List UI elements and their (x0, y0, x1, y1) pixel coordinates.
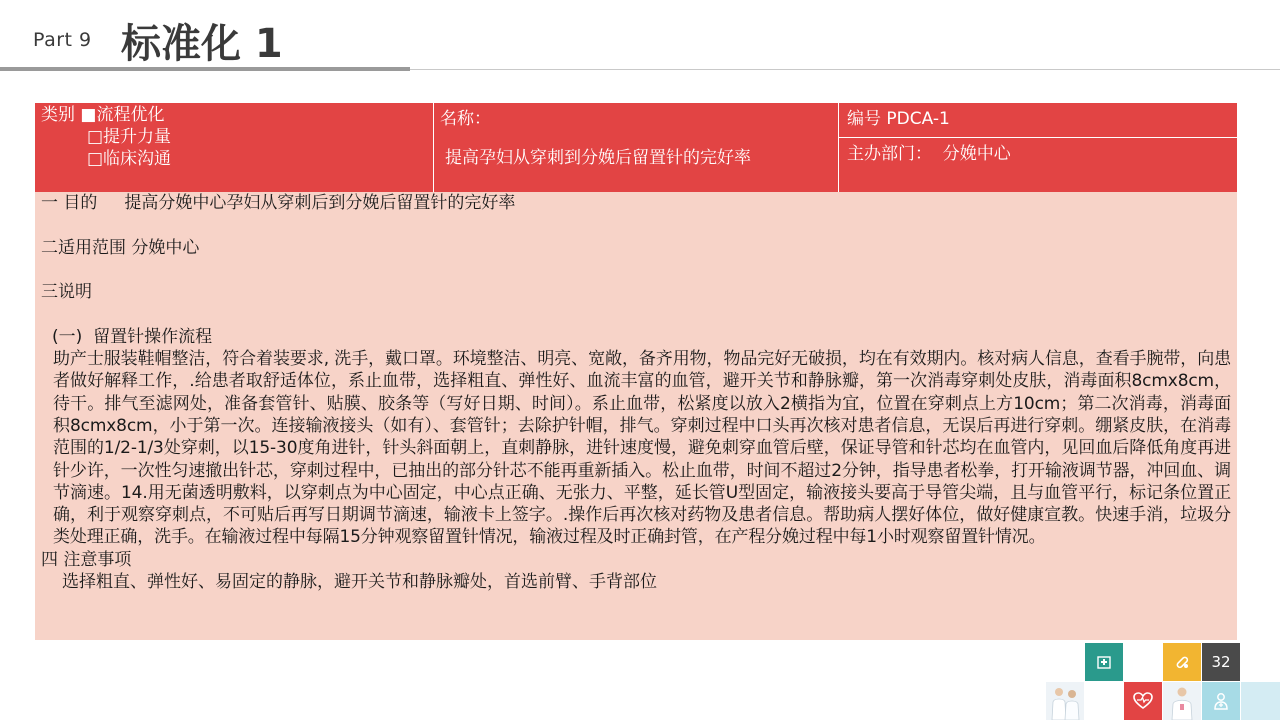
procedure-subtitle: (一) 留置针操作流程 (52, 326, 213, 347)
category-cell (35, 103, 433, 192)
page-number: 32 (1202, 643, 1240, 681)
category-label: 类别 (41, 105, 75, 125)
medical-staff-photo (1046, 682, 1084, 720)
explanation-heading: 三说明 (41, 282, 92, 303)
slide-title: 标准化 1 (121, 21, 283, 67)
category-option-communication: □临床沟通 (87, 149, 172, 169)
spacer (41, 214, 1231, 236)
nurse-photo (1163, 682, 1201, 720)
heart-icon (1133, 692, 1153, 710)
form-body (35, 192, 1237, 640)
doctor-icon-tile (1202, 682, 1240, 720)
blank-tile-light (1241, 682, 1280, 720)
department-value: 主办部门： 分娩中心 (847, 144, 1011, 164)
heart-icon-tile (1124, 682, 1162, 720)
category-row (41, 104, 427, 126)
code-value: 编号 PDCA-1 (847, 109, 950, 129)
blank-tile (1124, 643, 1162, 681)
category-option-process: ■流程优化 (80, 105, 165, 125)
pill-icon-tile (1163, 643, 1201, 681)
doctor-icon (1213, 692, 1229, 710)
notes-heading: 四 注意事项 (41, 549, 132, 570)
category-option-capability: □提升力量 (87, 127, 172, 147)
name-value: 提高孕妇从穿刺到分娩后留置针的完好率 (445, 148, 751, 168)
notes-text: 选择粗直、弹性好、易固定的静脉，避开关节和静脉瓣处，首选前臂、手背部位 (62, 572, 657, 593)
procedure-text: 助产士服装鞋帽整洁，符合着装要求, 洗手，戴口罩。环境整洁、明亮、宽敞，备齐用物，物品完好无破损，均在有效期内。核对病人信息，查看手腕带，向患者做好解释工作，.给患者取舒适体位，系止血带，选择粗直、弹性好、血流丰富的血管，避开关节和静脉瓣，第一次消毒穿刺处皮肤，消毒面积8cmx8cm，待干。排气至滤网处，准备套管针、贴膜、胶条等（写好日期、时间）。系止血带，松紧度以放入2横指为宜，位置在穿刺点上方10cm；第二次消毒，消毒面积8cmx8cm，小于第一次。连接输液接头（如有）、套管针；去除护针帽，排气。穿刺过程中口头再次核对患者信息，无误后再进行穿刺。绷紧皮肤，在消毒范围的1/2-1/3处穿刺，以15-30度角进针，针头斜面朝上，直刺静脉，进针速度慢，避免刺穿血管后壁，保证导管和针芯均在血管内，见回血后降低角度再进针少许，一次性匀速撤出针芯，穿刺过程中，已抽出的部分针芯不能再重新插入。松止血带，时间不超过2分钟，指导患者松拳，打开输液调节器，冲回血、调节滴速。14.用无菌透明敷料，以穿刺点为中心固定，中心点正确、无张力、平整，延长管U型固定，输液接头要高于导管尖端，且与血管平行，标记条位置正确，利于观察穿刺点，不可贴后再写日期调节滴速，输液卡上签字。.操作后再次核对药物及患者信息。帮助病人摆好体位，做好健康宣教。快速手消，垃圾分类处理正确，洗手。在输液过程中每隔15分钟观察留置针情况，输液过程及时正确封管，在产程分娩过程中每1小时观察留置针情况。 (53, 349, 1231, 548)
scope-line: 二适用范围 分娩中心 (41, 237, 200, 258)
name-cell (434, 103, 838, 192)
purpose-line: 一 目的 提高分娩中心孕妇从穿刺后到分娩后留置针的完好率 (41, 193, 516, 213)
name-label: 名称： (440, 109, 491, 129)
spacer (41, 303, 1231, 325)
code-cell (839, 103, 1237, 137)
part-label: Part 9 (33, 29, 92, 51)
hospital-icon-tile (1085, 643, 1123, 681)
hospital-icon (1096, 654, 1112, 670)
title-underline (0, 67, 410, 71)
spacer (41, 259, 1231, 281)
pill-icon (1173, 653, 1191, 671)
department-cell (839, 138, 1237, 192)
title-divider (410, 69, 1280, 70)
